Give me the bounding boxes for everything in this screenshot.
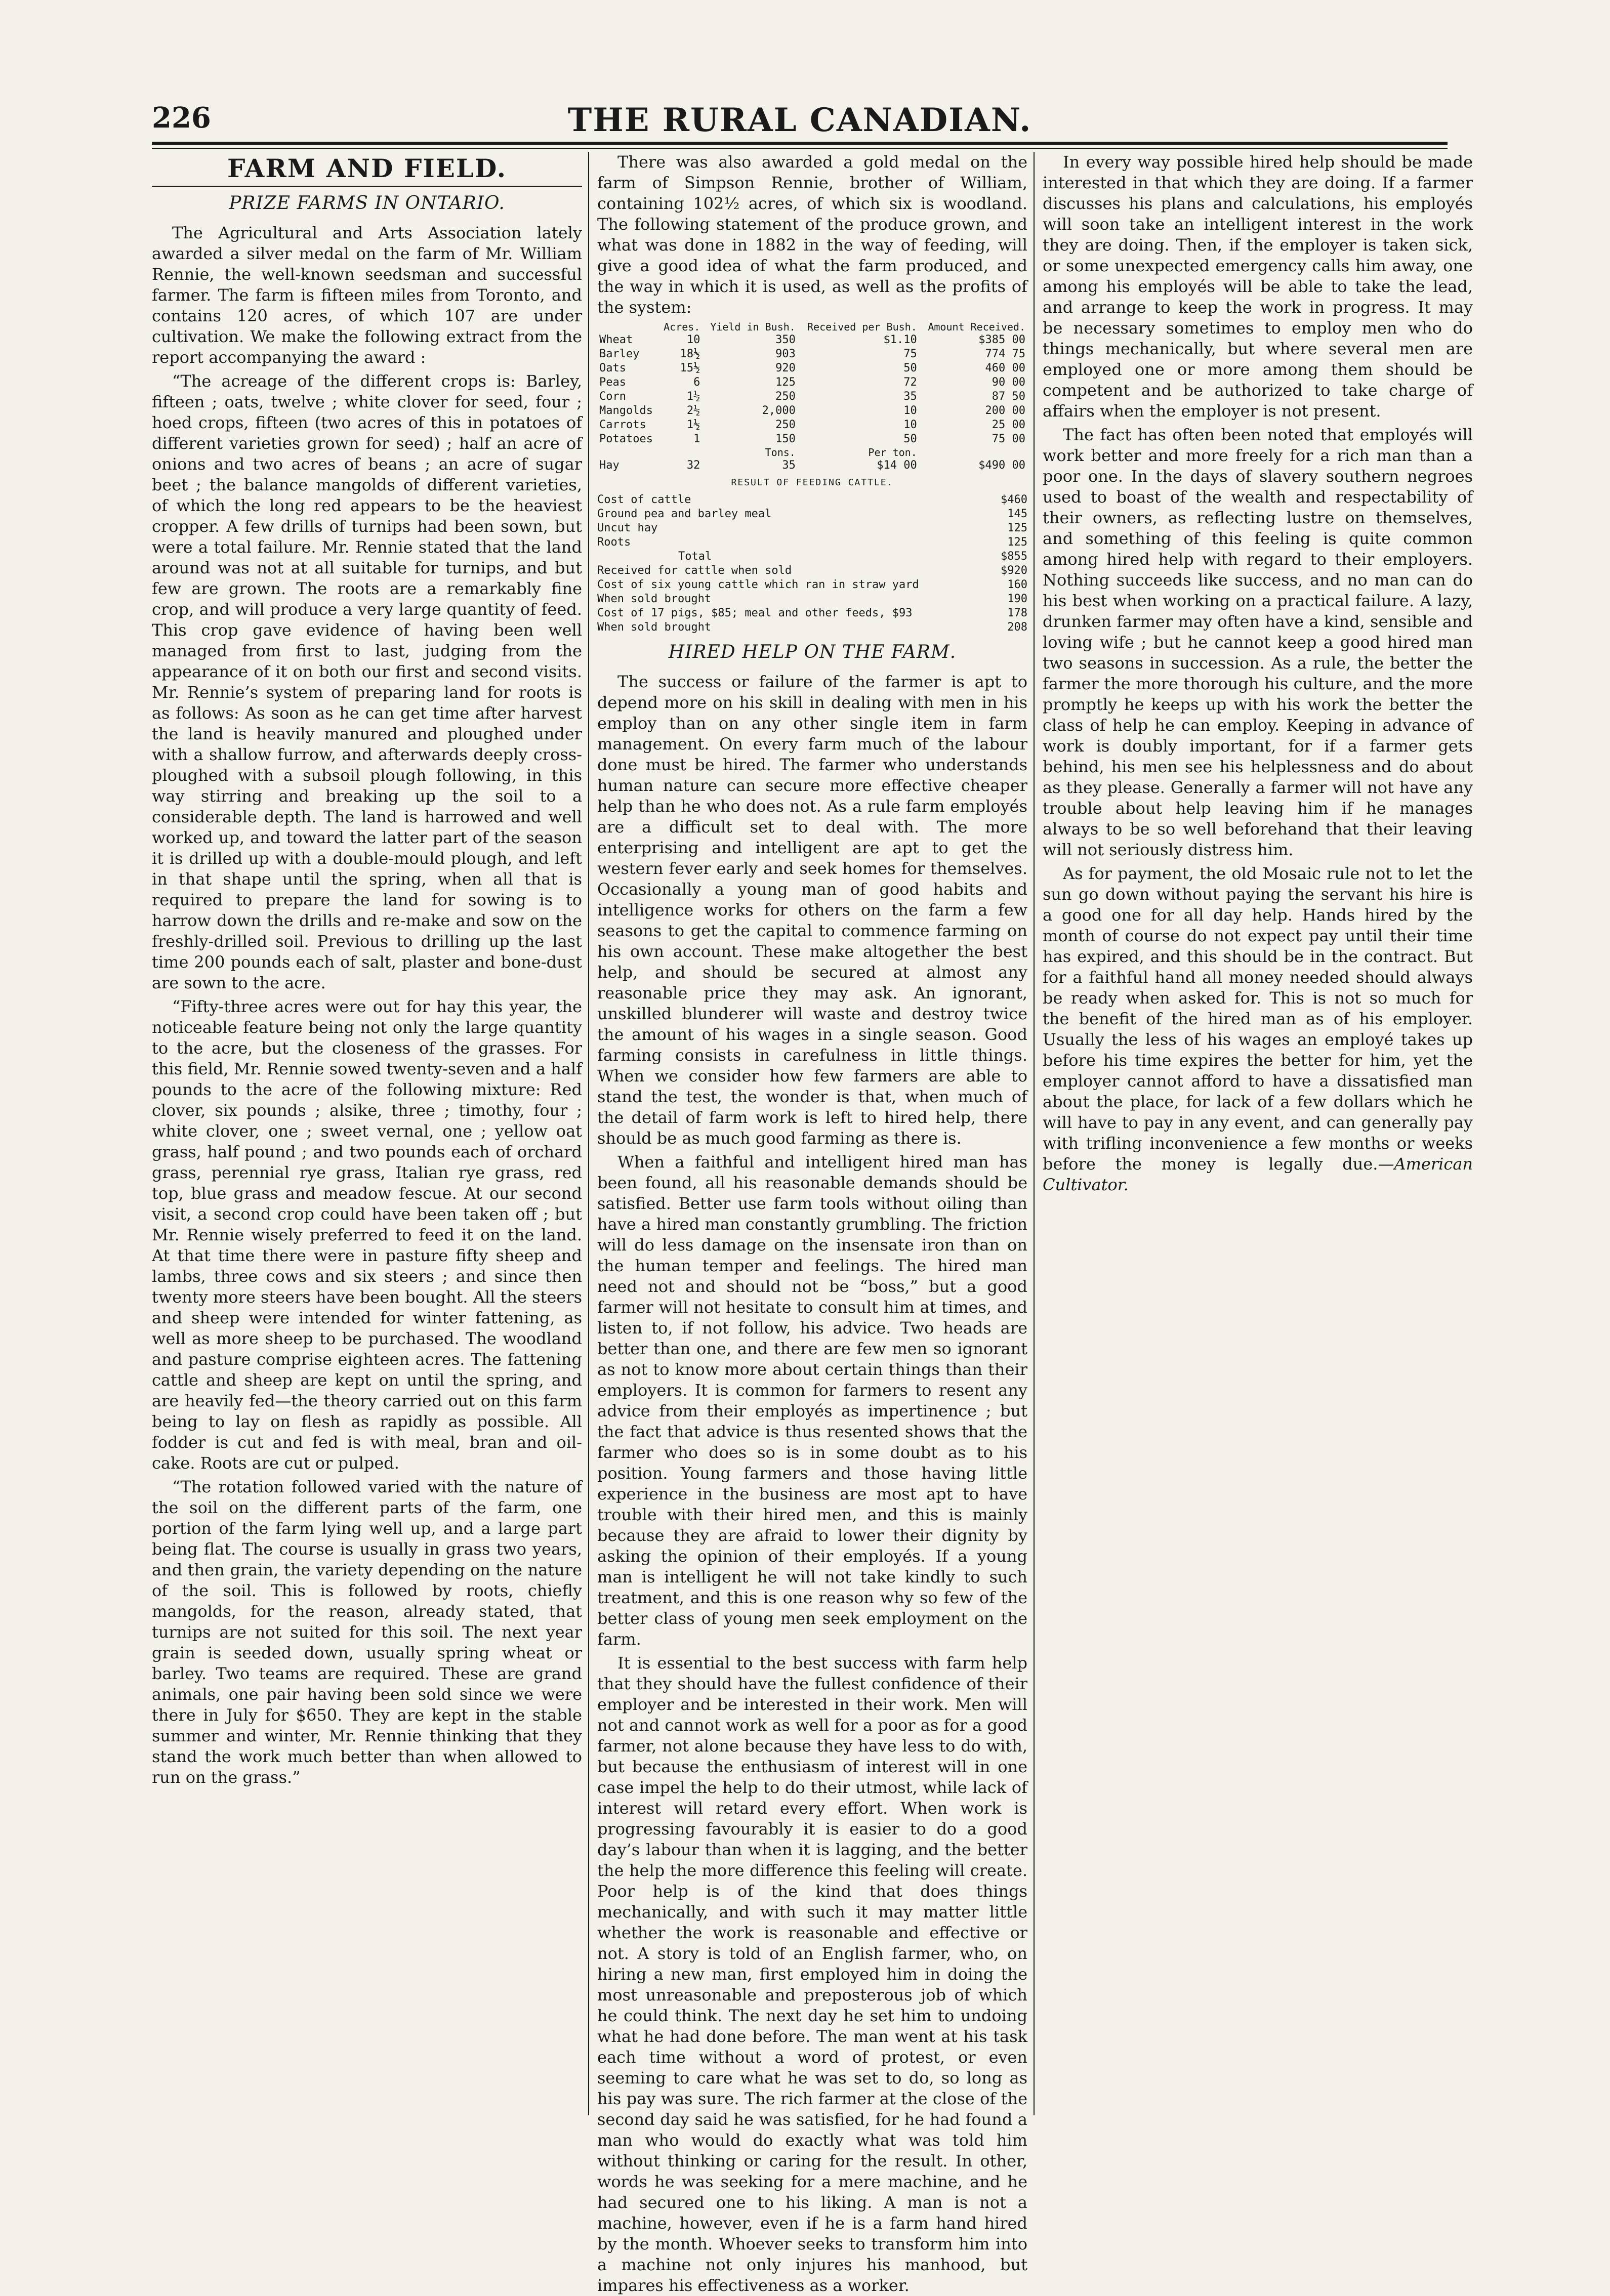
table-subtitle: RESULT OF FEEDING CATTLE.: [731, 477, 894, 488]
table-cell: Mangolds: [599, 404, 653, 417]
table-cell: 200 00: [985, 404, 1025, 417]
table-row: [597, 390, 1027, 404]
article-paragraph: “The rotation followed varied with the nature of the soil on the different parts of the farm, one portion of the farm lying well up, and a large part being flat. The course is usually in grass two years, and then grain, the variety depending on the nature of the soil. This is followed by roots, chiefly mangolds, for the reason, already stated, that turnips are not suited for this soil. The next year grain is seeded down, usually spring wheat or barley. Two teams are required. These are grand animals, one pair having been sold since we were there in July for $650. They are kept in the stable summer and winter, Mr. Rennie thinking that they stand the work much better than when allowed to run on the grass.”: [152, 1477, 582, 1787]
article-paragraph: There was also awarded a gold medal on the farm of Simpson Rennie, brother of William, containing 102½ acres, of which six is woodland. The following statement of the produce grown, and what was done in 1882 in the way of feeding, will give a good idea of what the farm produced, and the way in which it is used, as well as the profits of the system:: [597, 152, 1027, 317]
total-label: Total: [678, 550, 712, 563]
table-cell: 90 00: [992, 376, 1025, 389]
table-row: [597, 404, 1027, 418]
ledger-row: [597, 507, 1027, 521]
table-cell: Hay: [599, 459, 620, 472]
ledger-value: $920: [1001, 564, 1027, 577]
table-cell: 50: [903, 433, 917, 445]
table-header: Amount Received.: [928, 321, 1025, 333]
article-paragraph: In every way possible hired help should be made interested in that which they are doing. If a farmer discusses his plans and calculations, his employés will soon take an intelligent interest in the work they are doing. Then, if the employer is taken sick, or some unexpected emergency calls him away, one among his employés will be able to take the lead, and arrange to keep the work in progress. It may be necessary sometimes to employ men who do things mechanically, but where several men are employed one or more among them should be competent and be authorized to take charge of affairs when the employer is not present.: [1043, 152, 1473, 421]
table-row: [597, 361, 1027, 375]
table-cell: 460 00: [985, 362, 1025, 374]
article-paragraph: The fact has often been noted that employés will work better and more freely for a rich man than a poor one. In the days of slavery southern negroes used to boast of the wealth and respectability of their owners, as reflecting lustre on themselves, and something of this feeling is quite common among hired help with regard to their employers. Nothing succeeds like success, and no man can do his best when working on a practical failure. A lazy, drunken farmer may often have a kind, sensible and loving wife ; but he cannot keep a good hired man two seasons in succession. As a rule, the better the farmer the more thorough his culture, and the more promptly he keeps up with his work the better the class of help he can employ. Keeping in advance of work is doubly important, for if a farmer gets behind, his men see his helplessness and do about as they please. Generally a farmer will not have any trouble about help leaving him if he manages always to be so well beforehand that their leaving will not seriously distress him.: [1043, 425, 1473, 859]
table-cell: Oats: [599, 362, 626, 374]
column-2: [597, 152, 1027, 2295]
table-cell: 35: [903, 390, 917, 403]
ledger-label: Cost of 17 pigs, $85; meal and other feeds, $93: [597, 607, 913, 619]
table-cell: 250: [775, 390, 796, 403]
ledger-value: $460: [1001, 493, 1027, 506]
table-cell: $1.10: [883, 333, 917, 346]
table-cell: 920: [775, 362, 796, 374]
ledger-value: 125: [1007, 536, 1027, 549]
article-paragraph: “The acreage of the different crops is: Barley, fifteen ; oats, twelve ; white clover for seed, four ; hoed crops, fifteen (two acres of this in potatoes of different varieties grown for seed) ; half an acre of onions and two acres of beans ; an acre of sugar beet ; the balance mangolds of different varieties, of which the long red appears to be the heaviest cropper. A few drills of turnips had been sown, but were a total failure. Mr. Rennie stated that the land around was not at all suitable for turnips, and but few are grown. The roots are a remarkably fine crop, and will produce a very large quantity of feed. This crop gave evidence of having been well managed from first to last, judging from the appearance of it on both our first and second visits. Mr. Rennie’s system of preparing land for roots is as follows: As soon as he can get time after harvest the land is heavily manured and ploughed under with a shallow furrow, and afterwards deeply cross-ploughed with a subsoil plough following, in this way stirring and breaking up the soil to a considerable depth. The land is harrowed and well worked up, and toward the latter part of the season it is drilled up with a double-mould plough, and left in that shape until the spring, when all that is required to prepare the land for sowing is to harrow down the drills and re-make and sow on the freshly-drilled soil. Previous to drilling up the last time 200 pounds each of salt, plaster and bone-dust are sown to the acre.: [152, 371, 582, 992]
ledger-row: [597, 535, 1027, 550]
ledger-row: [597, 578, 1027, 592]
section-rule: [152, 186, 582, 187]
table-row: [597, 432, 1027, 446]
table-cell: Peas: [599, 376, 626, 389]
ledger-label: Cost of six young cattle which ran in straw yard: [597, 578, 919, 591]
article-paragraph: “Fifty-three acres were out for hay this year, the noticeable feature being not only the large quantity to the acre, but the closeness of the grasses. For this field, Mr. Rennie sowed twenty-seven and a half pounds to the acre of the following mixture: Red clover, six pounds ; alsike, three ; timothy, four ; white clover, one ; sweet vernal, one ; yellow oat grass, half pound ; and two pounds each of orchard grass, perennial rye grass, Italian rye grass, red top, blue grass and meadow fescue. At our second visit, a second crop could have been taken off ; but Mr. Rennie wisely preferred to feed it on the land. At that time there were in pasture fifty sheep and lambs, three cows and six steers ; and since then twenty more steers have been bought. All the steers and sheep were intended for winter fattening, as well as more sheep to be purchased. The woodland and pasture comprise eighteen acres. The fattening cattle and sheep are kept on until the spring, and are heavily fed—the theory carried out on this farm being to lay on flesh as rapidly as possible. All fodder is cut and fed is with meal, bran and oil-cake. Roots are cut or pulped.: [152, 997, 582, 1473]
ledger-label: Cost of cattle: [597, 493, 691, 506]
ledger-row: [597, 606, 1027, 620]
table-cell: Carrots: [599, 419, 646, 431]
table-row: [597, 458, 1027, 473]
table-cell: $14 00: [877, 459, 917, 472]
table-cell: 75: [903, 348, 917, 360]
ledger-label: Uncut hay: [597, 522, 658, 534]
table-cell: 50: [903, 362, 917, 374]
page-number: 226: [152, 101, 211, 135]
ledger-value: 125: [1007, 522, 1027, 534]
table-cell: 18½: [680, 348, 700, 360]
table-cell: 250: [775, 419, 796, 431]
ledger-value: 208: [1007, 621, 1027, 634]
table-cell: 10: [903, 419, 917, 431]
table-cell: 125: [775, 376, 796, 389]
ledger-row: [597, 620, 1027, 635]
table-header: Tons.: [765, 446, 796, 458]
ledger-row: [597, 521, 1027, 535]
section-title: FARM AND FIELD.: [227, 153, 507, 183]
article-paragraph-text: As for payment, the old Mosaic rule not to let the sun go down without paying the servant his hire is a good one for all day help. Hands hired by the month of course do not expect pay until their time has expired, and this should be in the contract. But for a faithful hand all money needed should always be ready when asked for. This is not so much for the benefit of the hired man as of his employer. Usually the less of his wages an employé takes up before his time expires the better for him, yet the employer cannot afford to have a dissatisfied man about the place, for lack of a few dollars which he will have to pay in any event, and can generally pay with trifling inconvenience a few months or weeks before the money is legally due.: [1043, 864, 1473, 1174]
article-title: PRIZE FARMS IN ONTARIO.: [229, 193, 505, 214]
table-row: [597, 375, 1027, 390]
article-paragraph: [1043, 863, 1473, 1195]
article-title: HIRED HELP ON THE FARM.: [668, 642, 957, 662]
table-cell: $490 00: [978, 459, 1025, 472]
ledger-label: When sold brought: [597, 621, 712, 634]
ledger-label: Roots: [597, 536, 631, 549]
table-cell: 1: [693, 433, 700, 445]
ledger-row: [597, 564, 1027, 578]
article-signature: —American Cultivator.: [1043, 1154, 1473, 1194]
table-header: Per ton.: [868, 446, 917, 458]
table-cell: 32: [686, 459, 700, 472]
table-cell: 6: [693, 376, 700, 389]
table-cell: 2½: [686, 404, 700, 417]
article-paragraph: The success or failure of the farmer is apt to depend more on his skill in dealing with men in his employ than on any other single item in farm management. On every farm much of the labour done must be hired. The farmer who understands human nature can secure more effective cheaper help than he who does not. As a rule farm employés are a difficult set to deal with. The more enterprising and intelligent are apt to get the western fever early and seek homes for themselves. Occasionally a young man of good habits and intelligence works for others on the farm a few seasons to get the capital to commence farming on his own account. These make altogether the best help, and should be secured at almost any reasonable price they may ask. An ignorant, unskilled blunderer will waste and destroy twice the amount of his wages in a single season. Good farming consists in carefulness in little things. When we consider how few farmers are able to stand the test, the wonder is that, when much of the detail of farm work is left to hired help, there should be as much good farming as there is.: [597, 672, 1027, 1148]
article-paragraph: When a faithful and intelligent hired man has been found, all his reasonable demands should be satisfied. Better use farm tools without oiling than have a hired man constantly grumbling. The friction will do less damage on the insensate iron than on the human temper and feelings. The hired man need not and should not be “boss,” but a good farmer will not hesitate to consult him at times, and listen to, if not follow, his advice. Two heads are better than one, and there are few men so ignorant as not to know more about certain things than their employers. It is common for farmers to resent any advice from their employés as impertinence ; but the fact that advice is thus resented shows that the farmer who does so is in some doubt as to his position. Young farmers and those having little experience in the business are most apt to have trouble with their hired men, and this is mainly because they are afraid to lower their dignity by asking the opinion of their employés. If a young man is intelligent he will not take kindly to such treatment, and this is one reason why so few of the better class of young men seek employment on the farm.: [597, 1152, 1027, 1649]
ledger-row: [597, 592, 1027, 606]
ledger-label: Ground pea and barley meal: [597, 508, 772, 520]
ledger-value: 145: [1007, 508, 1027, 520]
ledger-row: [597, 493, 1027, 507]
table-cell: 1½: [686, 419, 700, 431]
table-cell: Corn: [599, 390, 626, 403]
table-cell: 774 75: [985, 348, 1025, 360]
article-paragraph: It is essential to the best success with farm help that they should have the fullest confidence of their employer and be interested in their work. Men will not and cannot work as well for a poor as for a good farmer, not alone because they have less to do with, but because the enthusiasm of interest will in one case impel the help to do their utmost, while lack of interest will retard every effort. When work is progressing favourably it is easier to do a good day’s labour than when it is lagging, and the better the help the more difference this feeling will create. Poor help is of the kind that does things mechanically, and with such it may matter little whether the work is reasonable and effective or not. A story is told of an English farmer, who, on hiring a new man, first employed him in doing the most unreasonable and preposterous job of which he could think. The next day he set him to undoing what he had done before. The man went at his task each time without a word of protest, or even seeming to care what he was set to do, so long as his pay was sure. The rich farmer at the close of the second day said he was satisfied, for he had found a man who would do exactly what was told him without thinking or caring for the result. In other, words he was seeking for a mere machine, and he had secured one to his liking. A man is not a machine, however, even if he is a farm hand hired by the month. Whoever seeks to transform him into a machine not only injures his manhood, but impares his effectiveness as a worker.: [597, 1653, 1027, 2295]
column-3: [1043, 152, 1473, 2125]
table-header: Acres.: [664, 321, 700, 333]
table-cell: 350: [775, 333, 796, 346]
ledger-label: Received for cattle when sold: [597, 564, 792, 577]
table-cell: 25 00: [992, 419, 1025, 431]
table-cell: Barley: [599, 348, 640, 360]
table-cell: Potatoes: [599, 433, 653, 445]
table-cell: 15½: [680, 362, 700, 374]
page-header: [152, 101, 1448, 137]
total-value: $855: [1001, 550, 1027, 563]
table-cell: 72: [903, 376, 917, 389]
table-cell: Wheat: [599, 333, 633, 346]
table-cell: 10: [686, 333, 700, 346]
ledger-value: 160: [1007, 578, 1027, 591]
table-cell: 2,000: [762, 404, 796, 417]
table-header: Received per Bush.: [807, 321, 917, 333]
article-paragraph: The Agricultural and Arts Association lately awarded a silver medal on the farm of Mr. William Rennie, the well-known seedsman and successful farmer. The farm is fifteen miles from Toronto, and contains 120 acres, of which 107 are under cultivation. We make the following extract from the report accompanying the award :: [152, 223, 582, 367]
header-rule-thin: [152, 148, 1448, 149]
table-header: Yield in Bush.: [710, 321, 796, 333]
table-cell: 87 50: [992, 390, 1025, 403]
total-row: [597, 550, 1027, 564]
table-cell: 10: [903, 404, 917, 417]
table-row: [597, 333, 1027, 347]
header-rule-thick: [152, 142, 1448, 145]
table-header-row: [597, 446, 1027, 458]
column-1: [152, 152, 582, 2125]
crop-table: [597, 321, 1027, 635]
table-cell: 150: [775, 433, 796, 445]
table-cell: 35: [782, 459, 796, 472]
table-row: [597, 418, 1027, 432]
table-cell: 75 00: [992, 433, 1025, 445]
journal-title: THE RURAL CANADIAN.: [567, 101, 1032, 139]
table-header-row: [597, 321, 1027, 333]
table-row: [597, 347, 1027, 361]
table-cell: $385 00: [978, 333, 1025, 346]
column-divider: [588, 152, 589, 2115]
column-divider: [1034, 152, 1035, 2115]
table-cell: 1½: [686, 390, 700, 403]
table-cell: 903: [775, 348, 796, 360]
ledger-value: 178: [1007, 607, 1027, 619]
ledger-label: When sold brought: [597, 593, 712, 605]
ledger-value: 190: [1007, 593, 1027, 605]
